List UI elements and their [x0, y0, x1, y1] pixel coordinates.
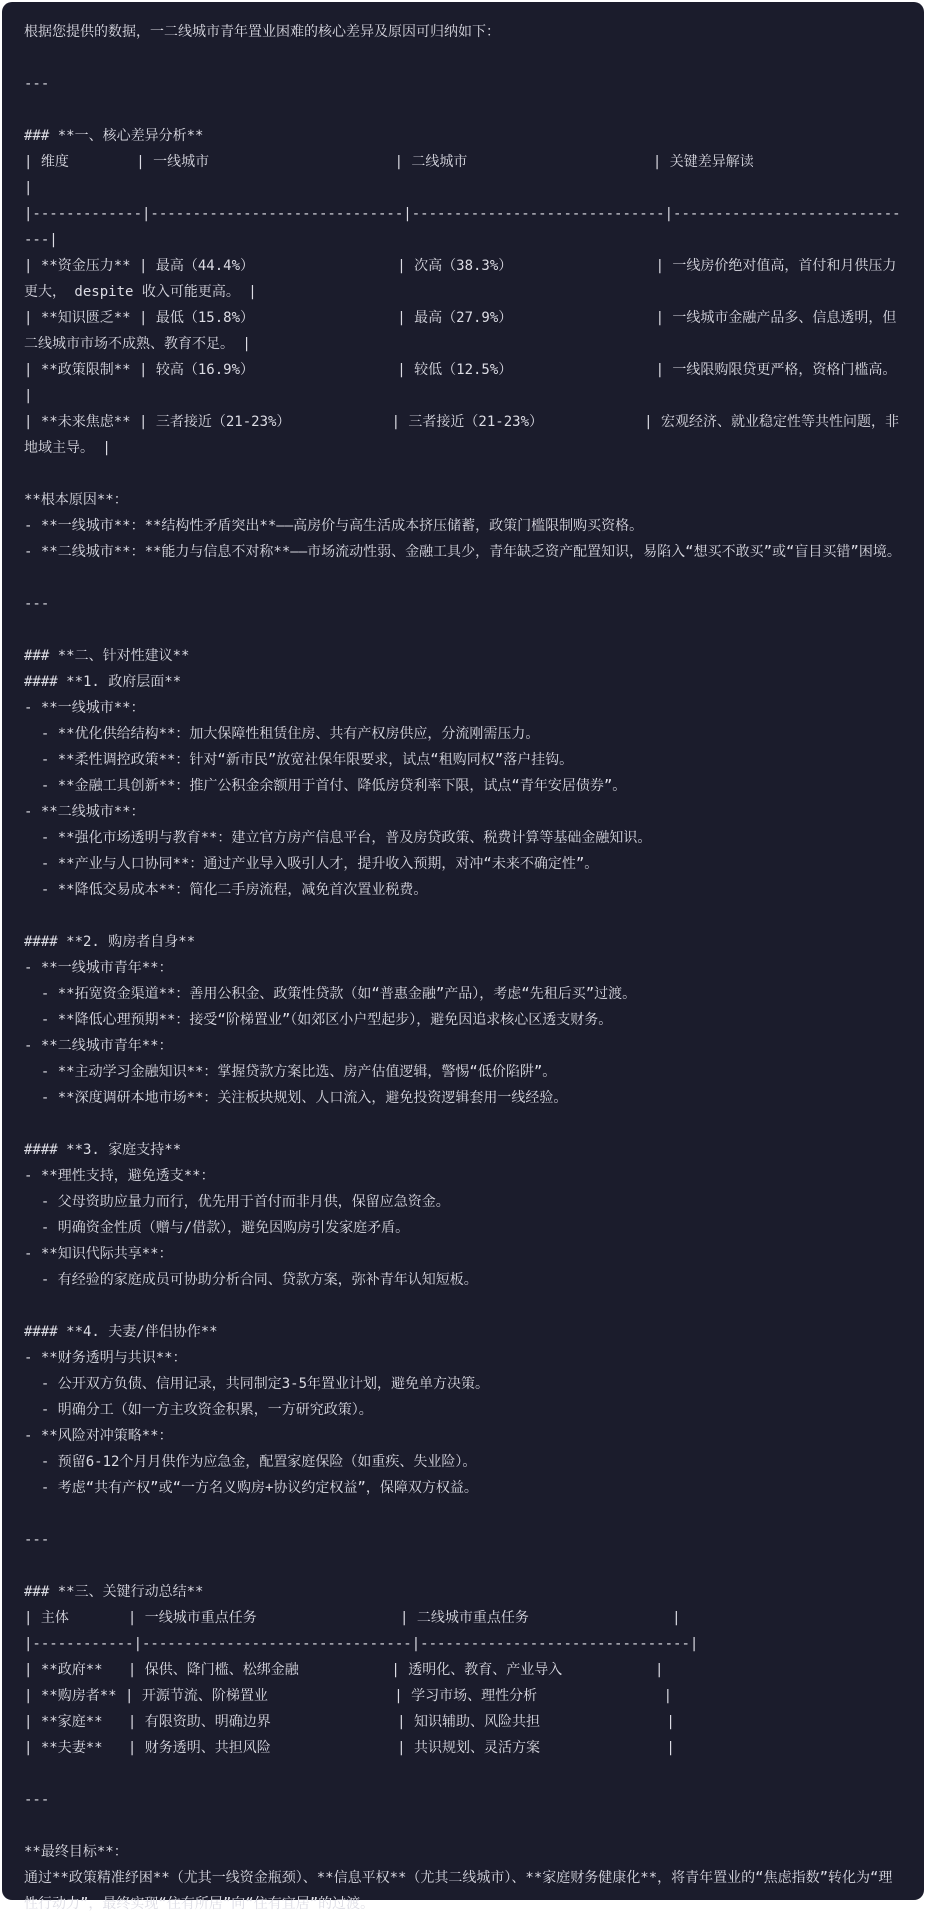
- text-line: |------------|--------------------------------|--------------------------------|: [24, 1636, 699, 1652]
- text-line: - **深度调研本地市场**：关注板块规划、人口流入，避免投资逻辑套用一线经验。: [24, 1090, 568, 1106]
- text-line: | **夫妻** | 财务透明、共担风险 | 共识规划、灵活方案 |: [24, 1740, 675, 1756]
- text-line: - **强化市场透明与教育**：建立官方房产信息平台，普及房贷政策、税费计算等基础金融知识。: [24, 830, 652, 846]
- text-line: | 主体 | 一线城市重点任务 | 二线城市重点任务 |: [24, 1610, 681, 1626]
- text-line: ---: [24, 76, 50, 92]
- text-line: 根据您提供的数据，一二线城市青年置业困难的核心差异及原因可归纳如下：: [24, 24, 500, 40]
- text-line: #### **2. 购房者自身**: [24, 934, 196, 950]
- text-line: | **政策限制** | 较高（16.9%） | 较低（12.5%） | 一线限购限贷更严格，资格门槛高。 |: [24, 362, 905, 404]
- text-line: - **降低交易成本**：简化二手房流程，减免首次置业税费。: [24, 882, 428, 898]
- text-line: ---: [24, 1532, 50, 1548]
- text-line: | **未来焦虑** | 三者接近（21-23%） | 三者接近（21-23%） | 宏观经济、就业稳定性等共性问题，非地域主导。 |: [24, 414, 900, 456]
- text-line: - **二线城市**：: [24, 804, 145, 820]
- text-line: - **拓宽资金渠道**：善用公积金、政策性贷款（如“普惠金融”产品），考虑“先租后买”过渡。: [24, 986, 637, 1002]
- text-line: ### **一、核心差异分析**: [24, 128, 204, 144]
- text-line: - **优化供给结构**：加大保障性租赁住房、共有产权房供应，分流刚需压力。: [24, 726, 540, 742]
- text-line: - 明确分工（如一方主攻资金积累，一方研究政策）。: [24, 1402, 373, 1418]
- text-line: | **知识匮乏** | 最低（15.8%） | 最高（27.9%） | 一线城市金融产品多、信息透明，但二线城市市场不成熟、教育不足。 |: [24, 310, 897, 352]
- text-line: - **财务透明与共识**：: [24, 1350, 187, 1366]
- text-line: #### **3. 家庭支持**: [24, 1142, 182, 1158]
- text-line: **根本原因**：: [24, 492, 128, 508]
- text-line: - 考虑“共有产权”或“一方名义购房+协议约定权益”，保障双方权益。: [24, 1480, 478, 1496]
- text-line: - **一线城市**：: [24, 700, 145, 716]
- text-line: - 公开双方负债、信用记录，共同制定3-5年置业计划，避免单方决策。: [24, 1376, 490, 1392]
- text-line: - **二线城市**：**能力与信息不对称**——市场流动性弱、金融工具少，青年缺乏资产配置知识，易陷入“想买不敢买”或“盲目买错”困境。: [24, 544, 901, 560]
- text-line: [24, 1501, 904, 1527]
- text-line: ### **二、针对性建议**: [24, 648, 190, 664]
- text-line: | **政府** | 保供、降门槛、松绑金融 | 透明化、教育、产业导入 |: [24, 1662, 664, 1678]
- text-line: #### **4. 夫妻/伴侣协作**: [24, 1324, 218, 1340]
- text-line: **最终目标**：: [24, 1844, 128, 1860]
- text-line: - **二线城市青年**：: [24, 1038, 173, 1054]
- text-line: - **一线城市**：**结构性矛盾突出**——高房价与高生活成本挤压储蓄，政策门槛限制购买资格。: [24, 518, 644, 534]
- text-line: [24, 617, 904, 643]
- chat-response-panel: [2, 2, 924, 1912]
- text-line: - 有经验的家庭成员可协助分析合同、贷款方案，弥补青年认知短板。: [24, 1272, 478, 1288]
- text-line: [24, 903, 904, 929]
- text-line: [24, 1293, 904, 1319]
- text-line: - 明确资金性质（赠与/借款），避免因购房引发家庭矛盾。: [24, 1220, 410, 1236]
- text-line: | 维度 | 一线城市 | 二线城市 | 关键差异解读 |: [24, 154, 906, 196]
- text-line: | **购房者** | 开源节流、阶梯置业 | 学习市场、理性分析 |: [24, 1688, 673, 1704]
- text-line: - **理性支持，避免透支**：: [24, 1168, 215, 1184]
- text-line: - **主动学习金融知识**：掌握贷款方案比选、房产估值逻辑，警惕“低价陷阱”。: [24, 1064, 557, 1080]
- text-line: #### **1. 政府层面**: [24, 674, 182, 690]
- text-line: - **一线城市青年**：: [24, 960, 173, 976]
- text-line: [24, 1111, 904, 1137]
- text-line: [24, 1553, 904, 1579]
- text-line: [24, 97, 904, 123]
- text-line: - **风险对冲策略**：: [24, 1428, 173, 1444]
- text-line: ### **三、关键行动总结**: [24, 1584, 204, 1600]
- text-line: | **资金压力** | 最高（44.4%） | 次高（38.3%） | 一线房价绝对值高，首付和月供压力更大， despite 收入可能更高。 |: [24, 258, 897, 300]
- text-line: [24, 565, 904, 591]
- text-line: [24, 461, 904, 487]
- text-line: [24, 1761, 904, 1787]
- text-line: - **知识代际共享**：: [24, 1246, 173, 1262]
- text-line: - **产业与人口协同**：通过产业导入吸引人才，提升收入预期，对冲“未来不确定性”。: [24, 856, 599, 872]
- text-line: - 预留6-12个月月供作为应急金，配置家庭保险（如重疾、失业险）。: [24, 1454, 477, 1470]
- text-line: - 父母资助应量力而行，优先用于首付而非月供，保留应急资金。: [24, 1194, 450, 1210]
- text-line: - **金融工具创新**：推广公积金余额用于首付、降低房贷利率下限，试点“青年安居债券”。: [24, 778, 627, 794]
- text-line: [24, 45, 904, 71]
- text-line: - **降低心理预期**：接受“阶梯置业”（如郊区小户型起步），避免因追求核心区透支财务。: [24, 1012, 613, 1028]
- text-line: | **家庭** | 有限资助、明确边界 | 知识辅助、风险共担 |: [24, 1714, 675, 1730]
- text-line: ---: [24, 1792, 50, 1808]
- text-line: 通过**政策精准纾困**（尤其一线资金瓶颈）、**信息平权**（尤其二线城市）、**家庭财务健康化**，将青年置业的“焦虑指数”转化为“理性行动力”，最终实现“住有所居”向“住有宜居”的过渡。: [24, 1870, 893, 1912]
- text-line: - **柔性调控政策**：针对“新市民”放宽社保年限要求，试点“租购同权”落户挂钩。: [24, 752, 574, 768]
- text-line: [24, 1813, 904, 1839]
- text-line: ---: [24, 596, 50, 612]
- text-line: |-------------|------------------------------|------------------------------|------------------------------|: [24, 206, 901, 248]
- response-text: [24, 19, 904, 1917]
